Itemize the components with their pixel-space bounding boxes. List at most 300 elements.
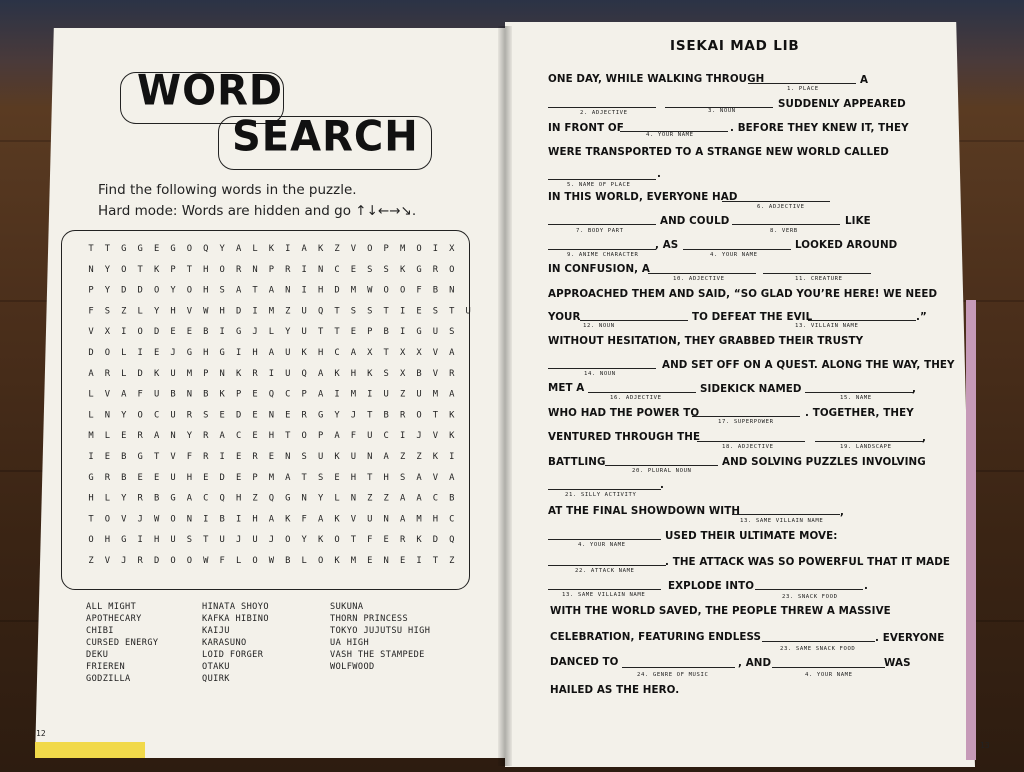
- grid-letter: I: [252, 306, 258, 317]
- grid-letter: I: [301, 264, 307, 275]
- blank-line: [722, 201, 830, 202]
- madlib-text: LIKE: [845, 215, 871, 227]
- grid-letter: P: [203, 368, 209, 379]
- grid-letter: V: [350, 514, 357, 525]
- blank-caption: 4. YOUR NAME: [578, 542, 626, 548]
- grid-letter: X: [399, 368, 406, 379]
- grid-letter: W: [268, 556, 275, 566]
- grid-letter: R: [203, 452, 209, 462]
- grid-letter: T: [104, 244, 111, 254]
- grid-letter: A: [268, 348, 275, 358]
- grid-letter: F: [350, 431, 357, 442]
- grid-letter: K: [268, 244, 275, 254]
- grid-letter: M: [350, 285, 357, 296]
- madlib-text: TO DEFEAT THE EVIL: [692, 311, 813, 323]
- grid-letter: X: [416, 348, 422, 358]
- grid-letter: O: [252, 556, 258, 566]
- blank-caption: 17. SUPERPOWER: [718, 419, 774, 425]
- blank-line: [815, 441, 923, 442]
- word-list-col-1: [86, 601, 158, 685]
- madlib-text: LOOKED AROUND: [795, 239, 898, 251]
- blank-line: [548, 565, 666, 566]
- grid-letter: O: [121, 264, 127, 275]
- grid-letter: A: [88, 368, 94, 379]
- grid-letter: E: [350, 327, 357, 338]
- blank-caption: 23. SNACK FOOD: [782, 594, 838, 600]
- blank-caption: 4. YOUR NAME: [646, 132, 694, 138]
- grid-letter: A: [235, 244, 242, 254]
- grid-letter: U: [170, 535, 176, 546]
- grid-letter: M: [88, 431, 94, 442]
- grid-letter: O: [416, 410, 422, 421]
- grid-letter: N: [186, 389, 193, 400]
- grid-letter: O: [219, 264, 225, 275]
- grid-letter: I: [121, 327, 127, 338]
- grid-letter: C: [334, 264, 340, 275]
- grid-letter: Y: [121, 410, 127, 421]
- madlib-text: APPROACHED THEM AND SAID, “SO GLAD YOU’RE HERE! WE NEED: [548, 288, 938, 300]
- grid-letter: D: [432, 535, 439, 546]
- grid-letter: I: [367, 389, 373, 400]
- grid-letter: E: [235, 472, 242, 483]
- grid-letter: U: [285, 348, 291, 358]
- grid-letter: R: [104, 368, 111, 379]
- grid-letter: T: [88, 514, 94, 525]
- grid-letter: T: [432, 410, 439, 421]
- grid-letter: I: [432, 244, 439, 254]
- grid-letter: I: [219, 452, 225, 462]
- blank-caption: 2. ADJECTIVE: [580, 110, 628, 116]
- grid-letter: D: [153, 556, 160, 566]
- grid-letter: A: [383, 452, 389, 462]
- grid-letter: H: [170, 306, 176, 317]
- madlib-text: ONE DAY, WHILE WALKING THROUGH: [548, 73, 765, 85]
- blank-line: [763, 273, 871, 274]
- grid-letter: R: [186, 410, 193, 421]
- madlib-text: WERE TRANSPORTED TO A STRANGE NEW WORLD CALLED: [548, 146, 889, 158]
- grid-letter: G: [121, 244, 127, 254]
- madlib-text: MET A: [548, 382, 585, 394]
- madlib-text: AND SOLVING PUZZLES INVOLVING: [722, 456, 926, 468]
- grid-letter: Q: [203, 244, 209, 254]
- grid-letter: F: [367, 535, 373, 546]
- blank-caption: 4. YOUR NAME: [710, 252, 758, 258]
- grid-letter: L: [104, 431, 111, 442]
- grid-letter: C: [383, 431, 389, 442]
- grid-letter: A: [268, 514, 275, 525]
- grid-letter: O: [137, 327, 143, 338]
- madlib-text: ,: [922, 432, 927, 444]
- madlib-text: ,: [912, 383, 917, 395]
- grid-letter: U: [153, 389, 160, 400]
- blank-line: [548, 179, 656, 180]
- grid-letter: H: [268, 431, 275, 442]
- grid-letter: V: [350, 244, 357, 254]
- grid-letter: O: [367, 244, 373, 254]
- grid-letter: X: [449, 244, 455, 254]
- mad-lib-title: ISEKAI MAD LIB: [670, 38, 800, 54]
- blank-caption: 1. PLACE: [787, 86, 819, 92]
- grid-letter: R: [301, 410, 307, 421]
- grid-letter: H: [252, 514, 258, 525]
- grid-letter: E: [383, 535, 389, 546]
- grid-letter: E: [334, 472, 340, 483]
- grid-letter: P: [170, 264, 176, 275]
- grid-letter: M: [432, 389, 439, 400]
- grid-letter: I: [334, 389, 340, 400]
- grid-letter: A: [334, 431, 340, 442]
- letter-grid: [61, 230, 471, 588]
- grid-letter: M: [186, 368, 193, 379]
- word-item: QUIRK: [202, 674, 230, 684]
- grid-letter: V: [432, 368, 439, 379]
- word-item: KAFKA HIBINO: [202, 614, 269, 624]
- grid-letter: T: [383, 348, 389, 358]
- grid-letter: L: [252, 244, 258, 254]
- grid-letter: A: [399, 493, 406, 504]
- blank-line: [762, 641, 875, 642]
- grid-letter: K: [301, 348, 307, 358]
- grid-letter: S: [383, 368, 389, 379]
- grid-letter: D: [153, 327, 160, 338]
- grid-letter: H: [350, 472, 357, 483]
- grid-letter: D: [235, 306, 242, 317]
- blank-caption: 5. NAME OF PLACE: [567, 182, 631, 188]
- grid-letter: V: [104, 389, 111, 400]
- grid-letter: R: [399, 410, 406, 421]
- grid-letter: A: [449, 472, 455, 483]
- grid-letter: T: [317, 327, 324, 338]
- grid-letter: B: [449, 493, 455, 504]
- grid-letter: S: [350, 306, 357, 317]
- grid-letter: V: [88, 327, 94, 338]
- grid-letter: N: [285, 452, 291, 462]
- blank-caption: 15. NAME: [840, 395, 872, 401]
- grid-letter: J: [170, 348, 176, 358]
- grid-letter: O: [170, 556, 176, 566]
- grid-letter: K: [153, 264, 160, 275]
- grid-letter: L: [88, 389, 94, 400]
- grid-letter: R: [137, 431, 143, 442]
- blank-caption: 21. SILLY ACTIVITY: [565, 492, 637, 498]
- blank-caption: 8. VERB: [770, 228, 798, 234]
- grid-letter: G: [170, 493, 176, 504]
- grid-letter: E: [170, 327, 176, 338]
- grid-letter: X: [104, 327, 111, 338]
- grid-letter: Y: [170, 285, 176, 296]
- madlib-text: DANCED TO: [550, 656, 619, 668]
- instruction-line-1: Find the following words in the puzzle.: [98, 182, 357, 198]
- word-item: APOTHECARY: [86, 614, 142, 624]
- title-word: WORD: [137, 66, 284, 116]
- word-item: GODZILLA: [86, 674, 131, 684]
- blank-line: [622, 667, 735, 668]
- grid-letter: V: [186, 306, 193, 317]
- grid-letter: T: [367, 472, 373, 483]
- grid-letter: P: [301, 389, 307, 400]
- grid-letter: Y: [334, 410, 340, 421]
- grid-letter: L: [334, 493, 340, 504]
- grid-letter: R: [235, 264, 242, 275]
- grid-letter: K: [449, 431, 455, 442]
- grid-letter: R: [203, 431, 209, 442]
- grid-letter: R: [137, 493, 143, 504]
- blank-caption: 11. CREATURE: [795, 276, 843, 282]
- grid-letter: W: [153, 514, 160, 525]
- grid-letter: A: [235, 285, 242, 296]
- grid-letter: N: [317, 264, 324, 275]
- grid-letter: O: [104, 514, 111, 525]
- grid-letter: V: [432, 472, 439, 483]
- grid-letter: U: [350, 452, 357, 462]
- blank-line: [548, 249, 656, 250]
- grid-letter: T: [285, 431, 291, 442]
- grid-letter: Z: [399, 452, 406, 462]
- blank-line: [548, 489, 661, 490]
- grid-letter: U: [301, 306, 307, 317]
- grid-letter: W: [203, 556, 209, 566]
- madlib-text: SIDEKICK NAMED: [700, 383, 802, 395]
- grid-letter: Z: [285, 306, 291, 317]
- grid-letter: H: [432, 514, 439, 525]
- grid-letter: L: [137, 306, 143, 317]
- blank-caption: 10. ADJECTIVE: [673, 276, 725, 282]
- grid-letter: L: [121, 368, 127, 379]
- instruction-line-2: Hard mode: Words are hidden and go ↑↓←→↘.: [98, 203, 417, 219]
- grid-letter: B: [121, 452, 127, 462]
- grid-letter: E: [268, 452, 275, 462]
- grid-letter: K: [317, 244, 324, 254]
- grid-letter: A: [301, 244, 307, 254]
- word-item: CURSED ENERGY: [86, 638, 159, 648]
- grid-letter: G: [235, 327, 242, 338]
- grid-letter: I: [137, 535, 143, 546]
- blank-caption: 20. PLURAL NOUN: [632, 468, 692, 474]
- grid-letter: M: [350, 556, 357, 566]
- madlib-text: WAS: [884, 657, 911, 669]
- grid-letter: T: [383, 306, 389, 317]
- grid-letter: P: [235, 389, 242, 400]
- grid-letter: U: [301, 327, 307, 338]
- grid-letter: M: [399, 244, 406, 254]
- grid-letter: A: [268, 285, 275, 296]
- title-search: SEARCH: [232, 112, 419, 162]
- word-list-col-2: [202, 601, 269, 685]
- word-item: LOID FORGER: [202, 650, 264, 660]
- grid-letter: N: [170, 431, 176, 442]
- grid-letter: B: [203, 327, 209, 338]
- word-item: THORN PRINCESS: [330, 614, 409, 624]
- grid-letter: K: [285, 514, 291, 525]
- grid-letter: L: [104, 493, 111, 504]
- grid-letter: O: [317, 556, 324, 566]
- blank-line: [548, 368, 656, 369]
- grid-letter: M: [350, 389, 357, 400]
- grid-letter: L: [121, 348, 127, 358]
- grid-letter: K: [334, 514, 340, 525]
- grid-letter: C: [235, 431, 242, 442]
- grid-letter: G: [317, 410, 324, 421]
- grid-letter: A: [317, 514, 324, 525]
- grid-letter: Z: [121, 306, 127, 317]
- page-number-left: 12: [36, 729, 46, 738]
- grid-letter: U: [416, 389, 422, 400]
- grid-letter: E: [121, 431, 127, 442]
- grid-letter: T: [137, 264, 143, 275]
- grid-letter: H: [203, 285, 209, 296]
- word-item: OTAKU: [202, 662, 230, 672]
- grid-letter: W: [203, 306, 209, 317]
- blank-line: [732, 224, 840, 225]
- grid-letter: I: [137, 348, 143, 358]
- grid-letter: H: [235, 493, 242, 504]
- grid-letter: V: [170, 452, 176, 462]
- blank-caption: 7. BODY PART: [576, 228, 624, 234]
- grid-letter: E: [252, 410, 258, 421]
- grid-letter: O: [137, 410, 143, 421]
- grid-letter: Q: [449, 535, 455, 546]
- blank-line: [548, 589, 661, 590]
- blank-line: [548, 107, 656, 108]
- grid-letter: E: [252, 389, 258, 400]
- grid-letter: Q: [219, 493, 225, 504]
- word-item: UA HIGH: [330, 638, 370, 648]
- madlib-text: AND SET OFF ON A QUEST. ALONG THE WAY, THEY: [662, 359, 955, 371]
- grid-letter: B: [170, 389, 176, 400]
- grid-letter: O: [416, 244, 422, 254]
- book-spine: [498, 26, 512, 766]
- word-item: ALL MIGHT: [86, 602, 137, 612]
- grid-letter: E: [219, 410, 225, 421]
- grid-letter: G: [416, 327, 422, 338]
- madlib-text: IN THIS WORLD, EVERYONE HAD: [548, 191, 738, 203]
- grid-letter: K: [432, 452, 439, 462]
- grid-letter: K: [235, 368, 242, 379]
- madlib-text: . TOGETHER, THEY: [805, 407, 914, 419]
- blank-line: [732, 514, 840, 515]
- madlib-text: , AND: [738, 657, 772, 669]
- grid-letter: Q: [317, 306, 324, 317]
- grid-letter: Q: [268, 493, 275, 504]
- grid-letter: S: [219, 285, 225, 296]
- blank-line: [692, 416, 800, 417]
- grid-letter: X: [367, 348, 373, 358]
- word-item: VASH THE STAMPEDE: [330, 650, 425, 660]
- grid-letter: N: [268, 410, 275, 421]
- madlib-text: . BEFORE THEY KNEW IT, THEY: [730, 122, 909, 134]
- grid-letter: K: [219, 389, 225, 400]
- blank-line: [548, 224, 656, 225]
- grid-letter: Z: [416, 452, 422, 462]
- grid-letter: C: [334, 348, 340, 358]
- grid-letter: B: [203, 389, 209, 400]
- madlib-text: EXPLODE INTO: [668, 580, 755, 592]
- grid-letter: N: [219, 368, 225, 379]
- grid-letter: I: [399, 431, 406, 442]
- grid-letter: O: [399, 285, 406, 296]
- blank-caption: 9. ANIME CHARACTER: [567, 252, 639, 258]
- grid-letter: O: [449, 264, 455, 275]
- grid-letter: I: [219, 327, 225, 338]
- grid-letter: D: [88, 348, 94, 358]
- grid-letter: A: [416, 472, 422, 483]
- grid-letter: B: [153, 493, 160, 504]
- blank-caption: 12. NOUN: [583, 323, 615, 329]
- grid-letter: U: [317, 452, 324, 462]
- grid-letter: B: [219, 514, 225, 525]
- blank-caption: 4. YOUR NAME: [805, 672, 853, 678]
- grid-letter: N: [367, 452, 373, 462]
- grid-letter: U: [170, 368, 176, 379]
- grid-letter: T: [432, 556, 439, 566]
- madlib-text: WITH THE WORLD SAVED, THE PEOPLE THREW A MASSIVE: [550, 605, 891, 617]
- grid-letter: P: [317, 431, 324, 442]
- madlib-text: HAILED AS THE HERO.: [550, 684, 680, 696]
- grid-letter: T: [301, 472, 307, 483]
- grid-letter: J: [252, 327, 258, 338]
- grid-letter: A: [285, 472, 291, 483]
- blank-caption: 16. ADJECTIVE: [610, 395, 662, 401]
- madlib-text: WHO HAD THE POWER TO: [548, 407, 700, 419]
- grid-letter: K: [449, 410, 455, 421]
- grid-letter: D: [219, 472, 225, 483]
- grid-letter: A: [416, 493, 422, 504]
- grid-letter: R: [285, 264, 291, 275]
- grid-letter: N: [252, 264, 258, 275]
- grid-letter: H: [203, 264, 209, 275]
- grid-letter: Z: [383, 493, 389, 504]
- grid-letter: R: [104, 472, 111, 483]
- madlib-text: IN CONFUSION, A: [548, 263, 650, 275]
- grid-letter: K: [334, 368, 340, 379]
- grid-letter: F: [186, 452, 193, 462]
- grid-letter: E: [416, 306, 422, 317]
- grid-letter: U: [170, 472, 176, 483]
- word-item: HINATA SHOYO: [202, 602, 269, 612]
- grid-letter: T: [88, 244, 94, 254]
- grid-letter: Q: [268, 389, 275, 400]
- grid-letter: H: [317, 285, 324, 296]
- grid-letter: A: [317, 389, 324, 400]
- madlib-text: CELEBRATION, FEATURING ENDLESS: [550, 631, 762, 643]
- grid-letter: B: [121, 472, 127, 483]
- grid-letter: P: [252, 472, 258, 483]
- grid-letter: E: [399, 556, 406, 566]
- grid-letter: L: [301, 556, 307, 566]
- grid-letter: O: [170, 514, 176, 525]
- blank-line: [748, 83, 856, 84]
- grid-letter: T: [203, 535, 209, 546]
- grid-letter: C: [153, 410, 160, 421]
- grid-letter: D: [235, 410, 242, 421]
- grid-letter: Z: [449, 556, 455, 566]
- grid-letter: K: [317, 535, 324, 546]
- grid-letter: J: [416, 431, 422, 442]
- blank-line: [580, 320, 688, 321]
- madlib-text: .: [864, 580, 869, 592]
- grid-letter: D: [121, 285, 127, 296]
- grid-letter: H: [252, 348, 258, 358]
- grid-letter: G: [170, 244, 176, 254]
- grid-letter: P: [367, 327, 373, 338]
- grid-letter: N: [350, 493, 357, 504]
- blank-line: [755, 589, 863, 590]
- grid-letter: S: [104, 306, 111, 317]
- grid-letter: C: [203, 493, 209, 504]
- grid-letter: I: [399, 306, 406, 317]
- grid-letter: O: [285, 535, 291, 546]
- grid-letter: E: [137, 472, 143, 483]
